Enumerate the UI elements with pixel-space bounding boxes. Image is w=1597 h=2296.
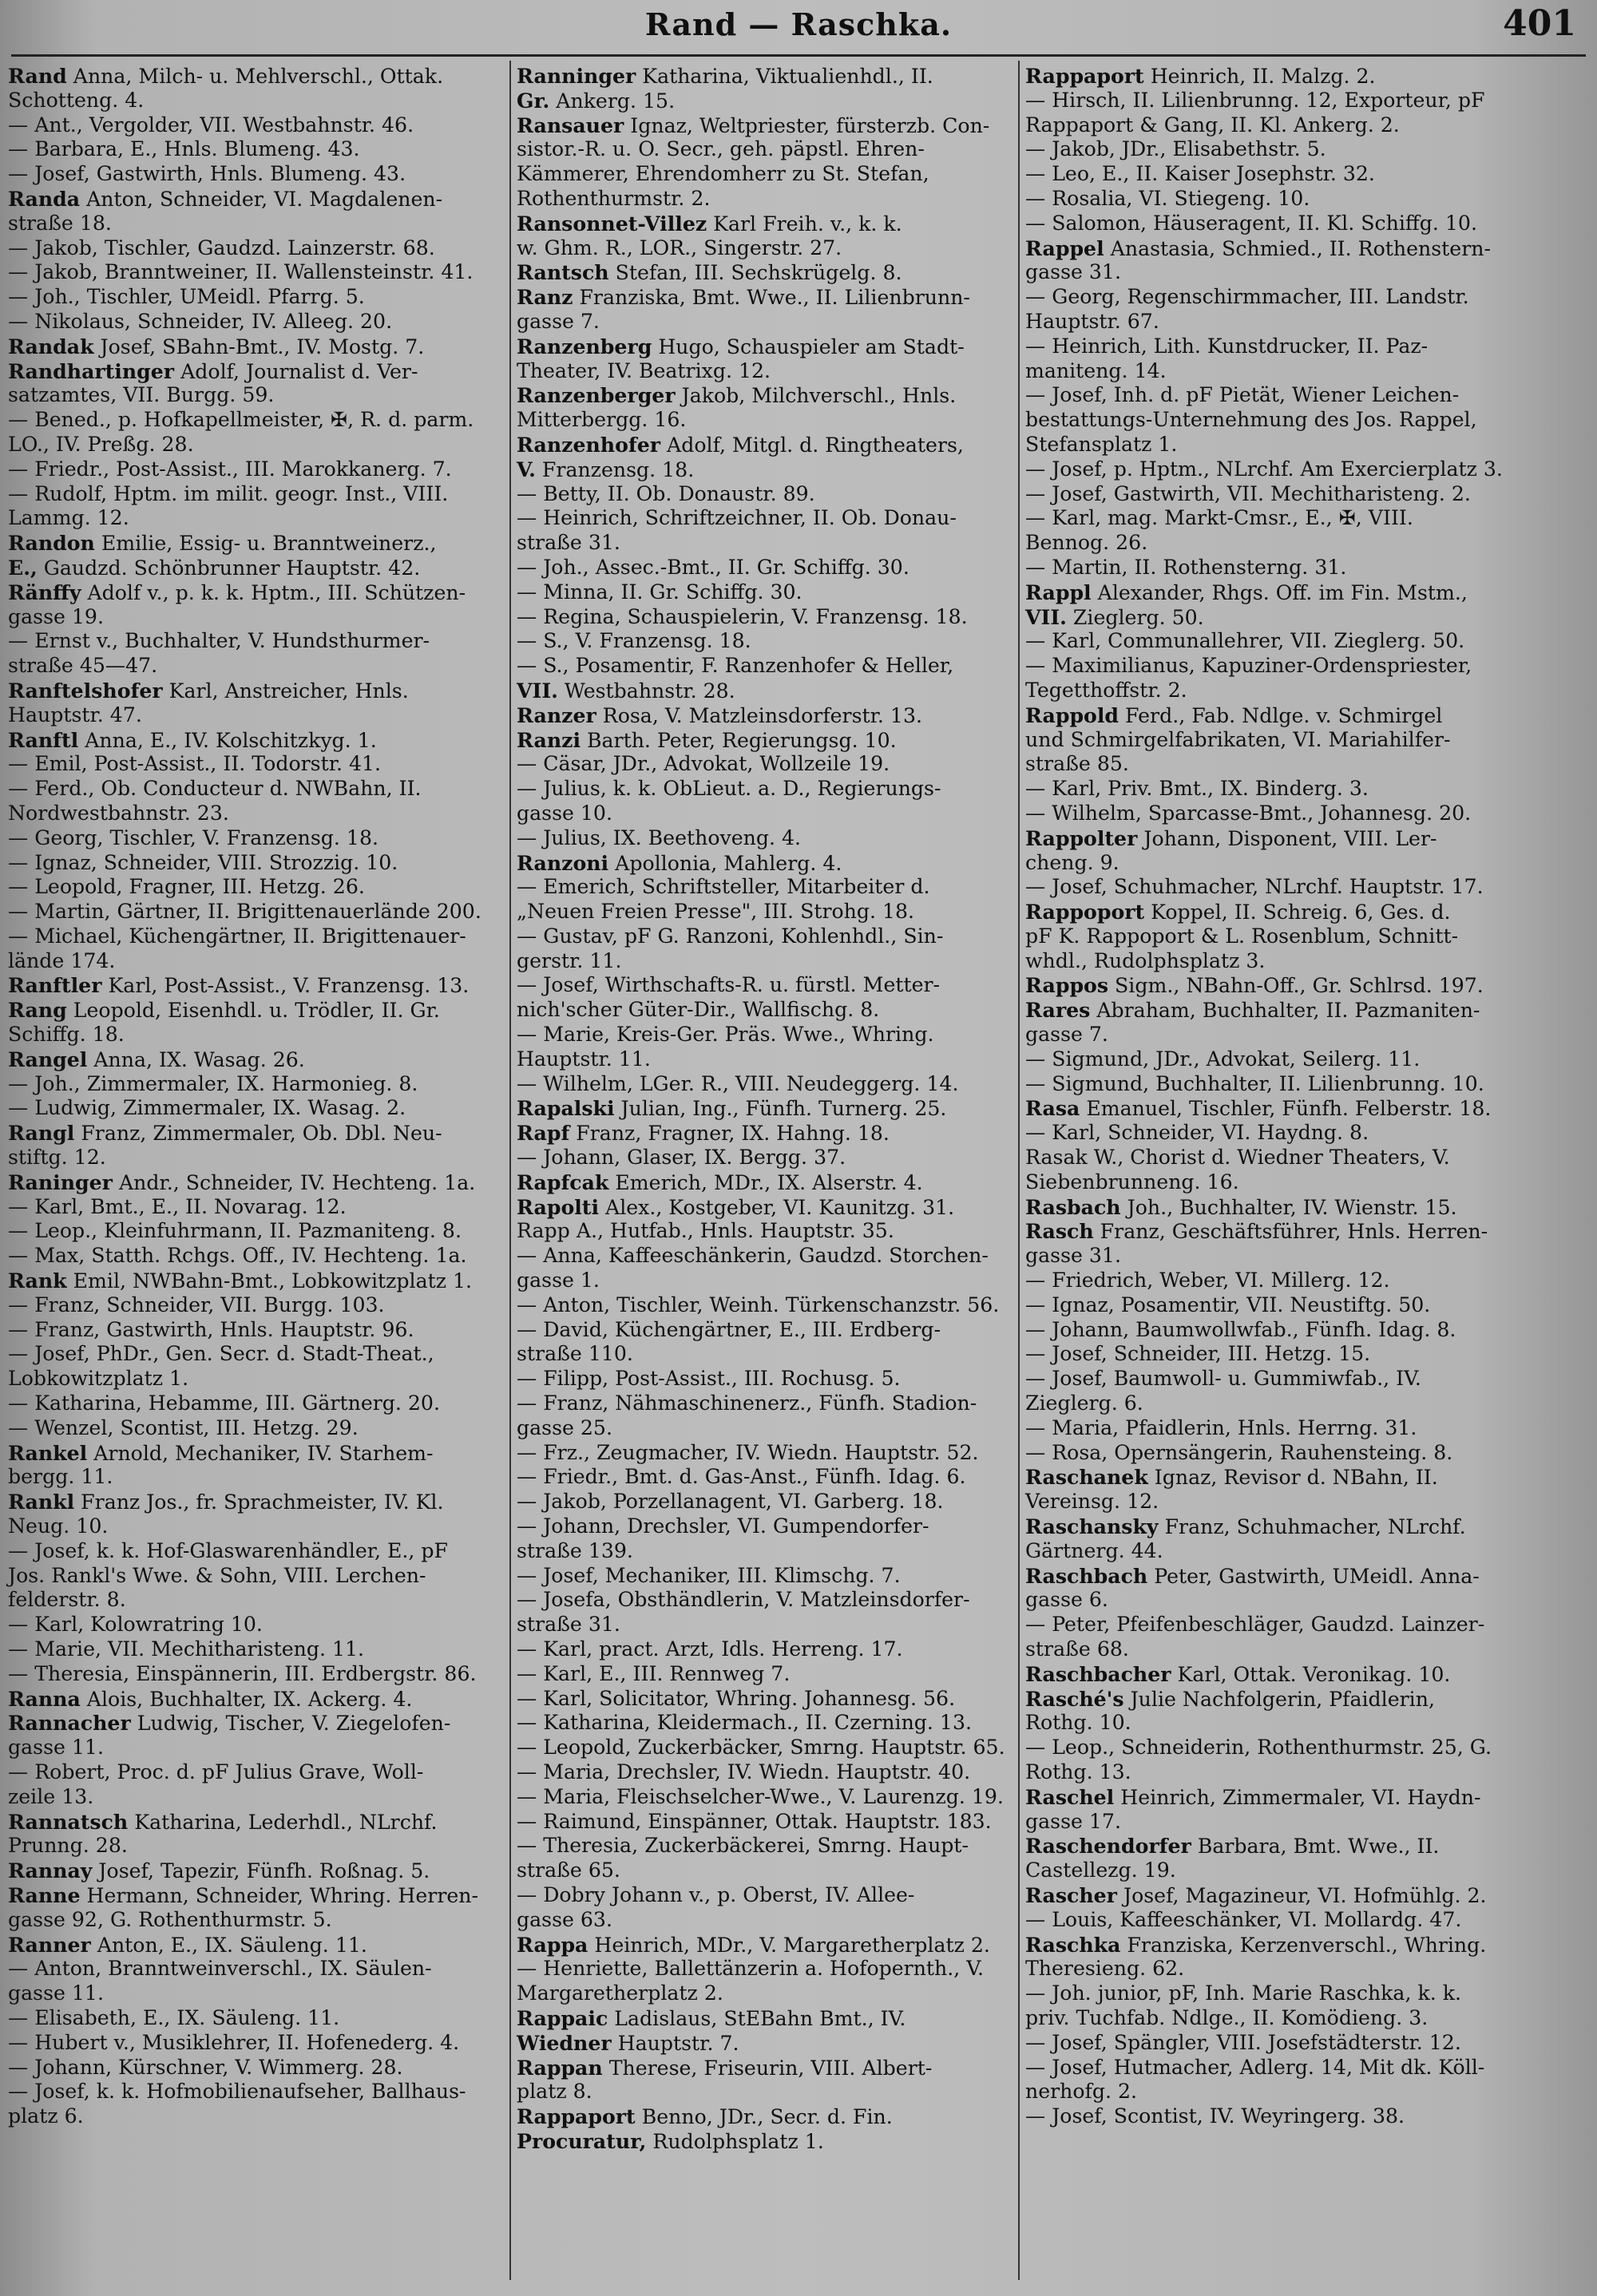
directory-line: straße 18.: [8, 211, 112, 235]
directory-line: — Robert, Proc. d. pF Julius Grave, Woll-: [8, 1760, 424, 1783]
directory-line: Randa Anton, Schneider, VI. Magdalenen-: [8, 186, 443, 211]
directory-line: lände 174.: [8, 948, 116, 972]
directory-line: — Joh. junior, pF, Inh. Marie Raschka, k. k.: [1025, 1981, 1462, 2005]
directory-line: gasse 25.: [517, 1415, 612, 1439]
directory-line: — Karl, Priv. Bmt., IX. Binderg. 3.: [1025, 777, 1369, 801]
directory-line: — Ignaz, Schneider, VIII. Strozzig. 10.: [8, 850, 398, 874]
directory-line: Rapolti Alex., Kostgeber, VI. Kaunitzg. 31.: [517, 1194, 955, 1219]
directory-line: — Josef, Gastwirth, VII. Mechitharisteng. 2.: [1025, 481, 1471, 505]
directory-line: — Joh., Zimmermaler, IX. Harmonieg. 8.: [8, 1071, 418, 1095]
directory-line: — Leopold, Zuckerbäcker, Smrng. Hauptstr. 65.: [517, 1736, 1005, 1760]
directory-line: — Maria, Fleischselcher-Wwe., V. Laurenzg. 19.: [517, 1784, 1004, 1808]
directory-line: Randhartinger Adolf, Journalist d. Ver-: [8, 358, 418, 383]
directory-line: Margaretherplatz 2.: [517, 1981, 723, 2005]
directory-line: — Cäsar, JDr., Advokat, Wollzeile 19.: [517, 752, 890, 776]
directory-line: — Max, Statth. Rchgs. Off., IV. Hechteng. 1a.: [8, 1244, 467, 1268]
directory-line: Rasa Emanuel, Tischler, Fünfh. Felberstr. 18.: [1025, 1096, 1492, 1121]
directory-line: — Georg, Tischler, V. Franzensg. 18.: [8, 825, 378, 849]
directory-line: Ranftelshofer Karl, Anstreicher, Hnls.: [8, 678, 409, 703]
directory-line: — Theresia, Zuckerbäckerei, Smrng. Haupt-: [517, 1834, 969, 1858]
directory-line: straße 31.: [517, 531, 620, 555]
directory-line: Rantsch Stefan, III. Sechskrügelg. 8.: [517, 260, 902, 285]
directory-line: E., Gaudzd. Schönbrunner Hauptstr. 42.: [8, 555, 421, 580]
directory-line: Tegetthoffstr. 2.: [1025, 678, 1187, 702]
directory-line: — Rosalia, VI. Stiegeng. 10.: [1025, 186, 1310, 210]
directory-line: LO., IV. Preßg. 28.: [8, 432, 194, 456]
directory-line: — Katharina, Kleidermach., II. Czerning. 13.: [517, 1711, 972, 1735]
directory-line: straße 139.: [517, 1538, 633, 1562]
directory-line: — Jakob, Branntweiner, II. Wallensteinstr. 41.: [8, 260, 474, 284]
directory-line: Schiffg. 18.: [8, 1023, 125, 1047]
directory-line: — Barbara, E., Hnls. Blumeng. 43.: [8, 137, 360, 161]
directory-line: Rasché's Julie Nachfolgerin, Pfaidlerin,: [1025, 1686, 1435, 1711]
directory-line: — Henriette, Ballettänzerin a. Hofopernth., V.: [517, 1957, 985, 1981]
directory-line: — Josef, k. k. Hof-Glaswarenhändler, E., pF: [8, 1538, 449, 1562]
directory-line: — Wenzel, Scontist, III. Hetzg. 29.: [8, 1415, 359, 1439]
directory-line: Rand Anna, Milch- u. Mehlverschl., Ottak.: [8, 64, 444, 88]
directory-line: Ranzoni Apollonia, Mahlerg. 4.: [517, 850, 842, 875]
directory-line: — Friedrich, Weber, VI. Millerg. 12.: [1025, 1269, 1390, 1292]
directory-line: Ranftl Anna, E., IV. Kolschitzkyg. 1.: [8, 727, 377, 752]
directory-line: — Martin, II. Rothensterng. 31.: [1025, 555, 1347, 579]
directory-line: — Martin, Gärtner, II. Brigittenauerlände 200.: [8, 900, 481, 924]
directory-line: — Maria, Pfaidlerin, Hnls. Herrng. 31.: [1025, 1415, 1417, 1439]
directory-line: — S., V. Franzensg. 18.: [517, 629, 751, 653]
directory-line: Randak Josef, SBahn-Bmt., IV. Mostg. 7.: [8, 334, 425, 358]
directory-line: Rapp A., Hutfab., Hnls. Hauptstr. 35.: [517, 1219, 894, 1243]
directory-line: Ranz Franziska, Bmt. Wwe., II. Lilienbrunn-: [517, 285, 970, 310]
directory-line: — Ludwig, Zimmermaler, IX. Wasag. 2.: [8, 1096, 406, 1120]
directory-line: — Joh., Assec.-Bmt., II. Gr. Schiffg. 30.: [517, 555, 909, 579]
directory-line: Lammg. 12.: [8, 506, 129, 530]
directory-line: VII. Westbahnstr. 28.: [517, 678, 735, 703]
directory-line: Rappaport & Gang, II. Kl. Ankerg. 2.: [1025, 113, 1400, 137]
directory-line: Rank Emil, NWBahn-Bmt., Lobkowitzplatz 1.: [8, 1269, 473, 1293]
directory-line: Nordwestbahnstr. 23.: [8, 801, 229, 825]
directory-line: — Maria, Drechsler, IV. Wiedn. Hauptstr. 40.: [517, 1760, 971, 1783]
directory-line: — Leop., Schneiderin, Rothenthurmstr. 25, G.: [1025, 1736, 1492, 1760]
directory-line: — Karl, Communallehrer, VII. Zieglerg. 50.: [1025, 629, 1465, 653]
directory-line: Wiedner Hauptstr. 7.: [517, 2030, 739, 2055]
directory-line: — Johann, Kürschner, V. Wimmerg. 28.: [8, 2055, 403, 2079]
directory-line: Rangl Franz, Zimmermaler, Ob. Dbl. Neu-: [8, 1121, 442, 1146]
directory-line: Ransonnet-Villez Karl Freih. v., k. k.: [517, 211, 902, 236]
directory-line: Rasch Franz, Geschäftsführer, Hnls. Herren-: [1025, 1219, 1488, 1244]
directory-line: Theresieng. 62.: [1025, 1957, 1185, 1981]
directory-line: — Regina, Schauspielerin, V. Franzensg. 18.: [517, 604, 968, 628]
directory-line: — Karl, pract. Arzt, Idls. Herreng. 17.: [517, 1637, 903, 1661]
directory-line: Hauptstr. 47.: [8, 703, 142, 726]
directory-line: gasse 92, G. Rothenthurmstr. 5.: [8, 1907, 332, 1931]
directory-line: Theater, IV. Beatrixg. 12.: [517, 358, 771, 382]
directory-line: Ranzenberg Hugo, Schauspieler am Stadt-: [517, 334, 965, 358]
directory-line: — Josef, Schneider, III. Hetzg. 15.: [1025, 1342, 1371, 1366]
directory-line: — Leop., Kleinfuhrmann, II. Pazmaniteng. 8.: [8, 1219, 462, 1243]
directory-line: Raschbach Peter, Gastwirth, UMeidl. Anna-: [1025, 1563, 1480, 1588]
directory-line: Rappold Ferd., Fab. Ndlge. v. Schmirgel: [1025, 703, 1443, 727]
directory-line: — Theresia, Einspännerin, III. Erdbergstr. 86.: [8, 1661, 477, 1685]
directory-line: Ranzer Rosa, V. Matzleinsdorferstr. 13.: [517, 703, 922, 727]
directory-line: Zieglerg. 6.: [1025, 1391, 1143, 1415]
directory-line: — Marie, Kreis-Ger. Präs. Wwe., Whring.: [517, 1023, 934, 1047]
page-number: 401: [1503, 3, 1576, 44]
directory-line: sistor.-R. u. O. Secr., geh. päpstl. Ehren-: [517, 137, 925, 161]
directory-line: — Peter, Pfeifenbeschläger, Gaudzd. Lainzer-: [1025, 1613, 1485, 1637]
directory-line: — Leo, E., II. Kaiser Josephstr. 32.: [1025, 162, 1375, 186]
directory-line: Rapf Franz, Fragner, IX. Hahng. 18.: [517, 1121, 890, 1146]
directory-line: Rappaport Heinrich, II. Malzg. 2.: [1025, 64, 1376, 88]
directory-line: Rappl Alexander, Rhgs. Off. im Fin. Mstm.,: [1025, 580, 1468, 604]
directory-line: — Jakob, Porzellanagent, VI. Garberg. 18.: [517, 1490, 944, 1514]
directory-line: Neug. 10.: [8, 1514, 109, 1538]
directory-line: Raschel Heinrich, Zimmermaler, VI. Haydn-: [1025, 1784, 1481, 1809]
directory-line: — Josef, Spängler, VIII. Josefstädterstr. 12.: [1025, 2030, 1461, 2054]
directory-line: Ranzenhofer Adolf, Mitgl. d. Ringtheaters,: [517, 432, 964, 457]
directory-line: — Frz., Zeugmacher, IV. Wiedn. Hauptstr. 52.: [517, 1440, 979, 1464]
directory-line: — Emerich, Schriftsteller, Mitarbeiter d.: [517, 875, 930, 899]
directory-line: gasse 17.: [1025, 1809, 1121, 1833]
directory-line: — Minna, II. Gr. Schiffg. 30.: [517, 580, 802, 604]
directory-line: — Wilhelm, LGer. R., VIII. Neudeggerg. 14.: [517, 1071, 959, 1095]
directory-line: straße 85.: [1025, 752, 1129, 776]
directory-line: Raschbacher Karl, Ottak. Veronikag. 10.: [1025, 1661, 1451, 1686]
directory-column-3: [1025, 64, 1584, 2129]
directory-line: — Friedr., Post-Assist., III. Marokkanerg. 7.: [8, 457, 452, 481]
directory-line: Ranne Hermann, Schneider, Whring. Herren-: [8, 1882, 478, 1907]
directory-line: — Ferd., Ob. Conducteur d. NWBahn, II.: [8, 777, 422, 801]
directory-line: — Josef, Wirthschafts-R. u. fürstl. Metter-: [517, 973, 941, 997]
directory-line: Rappel Anastasia, Schmied., II. Rothenstern-: [1025, 236, 1491, 260]
directory-line: w. Ghm. R., LOR., Singerstr. 27.: [517, 236, 842, 259]
directory-line: — Emil, Post-Assist., II. Todorstr. 41.: [8, 752, 382, 776]
directory-line: „Neuen Freien Presse", III. Strohg. 18.: [517, 900, 915, 924]
directory-line: straße 68.: [1025, 1637, 1129, 1661]
directory-line: — Rosa, Opernsängerin, Rauhensteing. 8.: [1025, 1440, 1453, 1464]
directory-line: Rannacher Ludwig, Tischer, V. Ziegelofen-: [8, 1711, 451, 1736]
directory-line: — Josef, Schuhmacher, NLrchf. Hauptstr. 17.: [1025, 875, 1484, 899]
directory-line: Rankel Arnold, Mechaniker, IV. Starhem-: [8, 1440, 434, 1465]
directory-line: — Sigmund, Buchhalter, II. Lilienbrunng. 10.: [1025, 1071, 1484, 1095]
directory-line: Rangel Anna, IX. Wasag. 26.: [8, 1047, 305, 1071]
directory-line: Rothenthurmstr. 2.: [517, 186, 711, 210]
directory-line: — Jakob, JDr., Elisabethstr. 5.: [1025, 137, 1326, 161]
directory-line: gasse 31.: [1025, 1244, 1121, 1268]
directory-line: Castellezg. 19.: [1025, 1859, 1176, 1882]
directory-line: — Betty, II. Ob. Donaustr. 89.: [517, 481, 815, 505]
directory-line: — Franz, Schneider, VII. Burgg. 103.: [8, 1292, 385, 1316]
directory-line: V. Franzensg. 18.: [517, 457, 695, 481]
directory-line: — Josef, Baumwoll- u. Gummiwfab., IV.: [1025, 1367, 1421, 1391]
directory-line: bergg. 11.: [8, 1465, 113, 1489]
directory-line: — S., Posamentir, F. Ranzenhofer & Heller,: [517, 654, 954, 678]
directory-line: Raninger Andr., Schneider, IV. Hechteng. 1a.: [8, 1170, 476, 1194]
directory-line: gerstr. 11.: [517, 948, 622, 972]
directory-line: straße 31.: [517, 1613, 620, 1637]
directory-line: — Josef, Inh. d. pF Pietät, Wiener Leichen-: [1025, 383, 1460, 407]
directory-line: — Josef, p. Hptm., NLrchf. Am Exercierplatz 3.: [1025, 457, 1503, 481]
directory-line: — Julius, IX. Beethoveng. 4.: [517, 825, 802, 849]
directory-line: — Ernst v., Buchhalter, V. Hundsthurmer-: [8, 629, 430, 653]
directory-line: — Heinrich, Lith. Kunstdrucker, II. Paz-: [1025, 334, 1429, 358]
directory-line: — Karl, Kolowratring 10.: [8, 1613, 263, 1637]
directory-line: Rappaport Benno, JDr., Secr. d. Fin.: [517, 2104, 893, 2129]
directory-line: Rappoport Koppel, II. Schreig. 6, Ges. d.: [1025, 900, 1451, 924]
directory-line: Rappa Heinrich, MDr., V. Margaretherplatz 2.: [517, 1932, 990, 1957]
directory-line: Mitterbergg. 16.: [517, 408, 687, 432]
directory-line: Siebenbrunneng. 16.: [1025, 1170, 1239, 1194]
directory-line: pF K. Rappoport & L. Rosenblum, Schnitt-: [1025, 924, 1459, 948]
directory-line: gasse 31.: [1025, 260, 1121, 284]
directory-line: straße 45—47.: [8, 654, 158, 678]
header-rule: [11, 54, 1586, 57]
directory-line: Rappan Therese, Friseurin, VIII. Albert-: [517, 2055, 933, 2080]
directory-line: Ransauer Ignaz, Weltpriester, fürsterzb. Con-: [517, 113, 990, 137]
directory-line: gasse 11.: [8, 1981, 104, 2005]
directory-line: — Johann, Baumwollwfab., Fünfh. Idag. 8.: [1025, 1317, 1456, 1341]
directory-line: gasse 10.: [517, 801, 612, 825]
directory-line: Rasak W., Chorist d. Wiedner Theaters, V.: [1025, 1146, 1450, 1170]
directory-line: Ranna Alois, Buchhalter, IX. Ackerg. 4.: [8, 1686, 413, 1711]
directory-line: Raschansky Franz, Schuhmacher, NLrchf.: [1025, 1514, 1466, 1539]
directory-line: Hauptstr. 67.: [1025, 309, 1159, 333]
directory-line: Procuratur, Rudolphsplatz 1.: [517, 2128, 824, 2153]
directory-line: — Georg, Regenschirmmacher, III. Landstr.: [1025, 285, 1469, 309]
directory-line: — Wilhelm, Sparcasse-Bmt., Johannesg. 20.: [1025, 801, 1472, 825]
directory-line: — Marie, VII. Mechitharisteng. 11.: [8, 1637, 365, 1661]
directory-line: gasse 63.: [517, 1907, 612, 1931]
page-header: [0, 3, 1597, 53]
directory-line: Gr. Ankerg. 15.: [517, 88, 676, 113]
directory-line: nich'scher Güter-Dir., Wallfischg. 8.: [517, 998, 880, 1022]
directory-line: — Franz, Nähmaschinenerz., Fünfh. Stadion-: [517, 1391, 977, 1415]
directory-line: Rapalski Julian, Ing., Fünfh. Turnerg. 25.: [517, 1096, 947, 1121]
directory-line: Rothg. 10.: [1025, 1711, 1131, 1735]
directory-line: — Bened., p. Hofkapellmeister, ✠, R. d. parm.: [8, 408, 474, 432]
directory-line: Randon Emilie, Essig- u. Branntweinerz.,: [8, 531, 437, 556]
directory-line: Bennog. 26.: [1025, 531, 1148, 555]
directory-line: Raschendorfer Barbara, Bmt. Wwe., II.: [1025, 1834, 1440, 1859]
directory-line: gasse 7.: [517, 309, 600, 333]
directory-line: Stefansplatz 1.: [1025, 432, 1178, 456]
directory-line: — Michael, Küchengärtner, II. Brigittenauer-: [8, 924, 466, 948]
directory-line: Rothg. 13.: [1025, 1760, 1131, 1783]
directory-column-2: [517, 64, 1028, 2154]
directory-line: Rappos Sigm., NBahn-Off., Gr. Schlrsd. 197.: [1025, 973, 1484, 998]
directory-line: Ranftler Karl, Post-Assist., V. Franzensg. 13.: [8, 973, 470, 998]
directory-line: — Louis, Kaffeeschänker, VI. Mollardg. 47.: [1025, 1907, 1462, 1931]
directory-line: — Katharina, Hebamme, III. Gärtnerg. 20.: [8, 1391, 440, 1415]
directory-line: Hauptstr. 11.: [517, 1047, 651, 1071]
directory-column-1: [8, 64, 519, 2129]
directory-line: — Jakob, Tischler, Gaudzd. Lainzerstr. 68.: [8, 236, 435, 259]
directory-line: — Karl, E., III. Rennweg 7.: [517, 1661, 791, 1685]
directory-line: gasse 6.: [1025, 1588, 1108, 1612]
directory-line: Gärtnerg. 44.: [1025, 1538, 1163, 1562]
directory-line: Ranninger Katharina, Viktualienhdl., II.: [517, 64, 933, 88]
directory-line: Rares Abraham, Buchhalter, II. Pazmaniten-: [1025, 998, 1480, 1023]
directory-line: — Josef, Hutmacher, Adlerg. 14, Mit dk. Köll-: [1025, 2055, 1485, 2079]
directory-line: — Anton, Tischler, Weinh. Türkenschanzstr. 56.: [517, 1292, 1000, 1316]
directory-line: — Hirsch, II. Lilienbrunng. 12, Exporteur, pF: [1025, 88, 1485, 112]
directory-line: — Anton, Branntweinverschl., IX. Säulen-: [8, 1957, 432, 1981]
directory-line: Rannatsch Katharina, Lederhdl., NLrchf.: [8, 1809, 438, 1834]
directory-line: gasse 11.: [8, 1736, 104, 1760]
directory-line: — Johann, Drechsler, VI. Gumpendorfer-: [517, 1514, 929, 1538]
directory-line: priv. Tuchfab. Ndlge., II. Komödieng. 3.: [1025, 2005, 1429, 2029]
directory-line: — Gustav, pF G. Ranzoni, Kohlenhdl., Sin-: [517, 924, 944, 948]
directory-line: Vereinsg. 12.: [1025, 1490, 1159, 1514]
directory-line: — Dobry Johann v., p. Oberst, IV. Allee-: [517, 1882, 915, 1906]
directory-line: maniteng. 14.: [1025, 358, 1167, 382]
directory-line: Ränffy Adolf v., p. k. k. Hptm., III. Schützen-: [8, 580, 466, 604]
directory-line: Rappaic Ladislaus, StEBahn Bmt., IV.: [517, 2005, 906, 2030]
directory-line: — Ant., Vergolder, VII. Westbahnstr. 46.: [8, 113, 414, 137]
directory-line: Rappolter Johann, Disponent, VIII. Ler-: [1025, 825, 1437, 850]
directory-line: Kämmerer, Ehrendomherr zu St. Stefan,: [517, 162, 929, 186]
directory-line: VII. Zieglerg. 50.: [1025, 604, 1204, 629]
directory-line: Prunng. 28.: [8, 1834, 128, 1858]
directory-line: Schotteng. 4.: [8, 88, 145, 112]
directory-line: Rascher Josef, Magazineur, VI. Hofmühlg. 2.: [1025, 1882, 1487, 1907]
directory-line: — Filipp, Post-Assist., III. Rochusg. 5.: [517, 1367, 901, 1391]
directory-line: — Julius, k. k. ObLieut. a. D., Regierungs-: [517, 777, 941, 801]
directory-line: — Nikolaus, Schneider, IV. Alleeg. 20.: [8, 309, 393, 333]
directory-line: satzamtes, VII. Burgg. 59.: [8, 383, 275, 407]
directory-line: — Josef, Gastwirth, Hnls. Blumeng. 43.: [8, 162, 406, 186]
directory-line: Ranzenberger Jakob, Milchverschl., Hnls.: [517, 383, 957, 408]
directory-line: — Josef, k. k. Hofmobilienaufseher, Ballhaus-: [8, 2080, 466, 2104]
directory-line: — Karl, Bmt., E., II. Novarag. 12.: [8, 1194, 347, 1218]
directory-line: — Leopold, Fragner, III. Hetzg. 26.: [8, 875, 365, 899]
directory-line: Lobkowitzplatz 1.: [8, 1367, 189, 1391]
directory-line: — Salomon, Häuseragent, II. Kl. Schiffg. 10.: [1025, 211, 1477, 235]
directory-line: — Hubert v., Musiklehrer, II. Hofenederg. 4.: [8, 2030, 460, 2054]
directory-line: — Josef, PhDr., Gen. Secr. d. Stadt-Theat.,: [8, 1342, 434, 1366]
directory-line: Ranner Anton, E., IX. Säuleng. 11.: [8, 1932, 367, 1957]
directory-line: whdl., Rudolphsplatz 3.: [1025, 948, 1266, 972]
directory-line: Rasbach Joh., Buchhalter, IV. Wienstr. 15.: [1025, 1194, 1457, 1219]
directory-line: — Heinrich, Schriftzeichner, II. Ob. Donau-: [517, 506, 957, 530]
directory-line: Rapfcak Emerich, MDr., IX. Alserstr. 4.: [517, 1170, 923, 1194]
directory-line: und Schmirgelfabrikaten, VI. Mariahilfer-: [1025, 727, 1451, 751]
directory-line: — Maximilianus, Kapuziner-Ordenspriester,: [1025, 654, 1472, 678]
directory-line: — Friedr., Bmt. d. Gas-Anst., Fünfh. Idag. 6.: [517, 1465, 966, 1489]
directory-line: — Johann, Glaser, IX. Bergg. 37.: [517, 1146, 846, 1170]
directory-line: Rankl Franz Jos., fr. Sprachmeister, IV. Kl.: [8, 1490, 444, 1514]
directory-line: gasse 7.: [1025, 1023, 1108, 1047]
directory-line: — Anna, Kaffeeschänkerin, Gaudzd. Storchen-: [517, 1244, 989, 1268]
directory-line: — Ignaz, Posamentir, VII. Neustiftg. 50.: [1025, 1292, 1431, 1316]
directory-line: felderstr. 8.: [8, 1588, 126, 1612]
directory-line: gasse 1.: [517, 1269, 600, 1292]
directory-line: Raschka Franziska, Kerzenverschl., Whring.: [1025, 1932, 1487, 1957]
directory-line: — Josefa, Obsthändlerin, V. Matzleinsdorfer-: [517, 1588, 970, 1612]
directory-line: platz 8.: [517, 2080, 592, 2104]
directory-line: — Josef, Scontist, IV. Weyringerg. 38.: [1025, 2104, 1405, 2128]
directory-line: cheng. 9.: [1025, 850, 1119, 874]
page-title: Rand — Raschka.: [644, 6, 953, 42]
directory-line: — Josef, Mechaniker, III. Klimschg. 7.: [517, 1563, 901, 1587]
directory-line: — Joh., Tischler, UMeidl. Pfarrg. 5.: [8, 285, 365, 309]
directory-line: stiftg. 12.: [8, 1146, 106, 1170]
directory-line: — Raimund, Einspänner, Ottak. Hauptstr. 183.: [517, 1809, 992, 1833]
directory-line: — Franz, Gastwirth, Hnls. Hauptstr. 96.: [8, 1317, 414, 1341]
directory-line: — David, Küchengärtner, E., III. Erdberg-: [517, 1317, 941, 1341]
directory-line: — Rudolf, Hptm. im milit. geogr. Inst., VIII.: [8, 481, 449, 505]
directory-line: Rang Leopold, Eisenhdl. u. Trödler, II. Gr.: [8, 998, 440, 1023]
directory-line: — Karl, mag. Markt-Cmsr., E., ✠, VIII.: [1025, 506, 1413, 530]
directory-line: Rannay Josef, Tapezir, Fünfh. Roßnag. 5.: [8, 1859, 430, 1883]
directory-line: straße 65.: [517, 1859, 620, 1882]
directory-line: straße 110.: [517, 1342, 633, 1366]
directory-line: — Elisabeth, E., IX. Säuleng. 11.: [8, 2005, 340, 2029]
directory-line: platz 6.: [8, 2104, 84, 2128]
directory-line: bestattungs-Unternehmung des Jos. Rappel,: [1025, 408, 1477, 432]
directory-line: gasse 19.: [8, 604, 104, 628]
directory-line: zeile 13.: [8, 1784, 94, 1808]
directory-line: — Karl, Schneider, VI. Haydng. 8.: [1025, 1121, 1369, 1145]
directory-line: — Karl, Solicitator, Whring. Johannesg. 56.: [517, 1686, 956, 1710]
directory-line: Ranzi Barth. Peter, Regierungsg. 10.: [517, 727, 897, 752]
directory-line: Raschanek Ignaz, Revisor d. NBahn, II.: [1025, 1465, 1438, 1490]
directory-line: nerhofg. 2.: [1025, 2080, 1138, 2104]
directory-line: Jos. Rankl's Wwe. & Sohn, VIII. Lerchen-: [8, 1563, 426, 1587]
directory-line: — Sigmund, JDr., Advokat, Seilerg. 11.: [1025, 1047, 1421, 1071]
